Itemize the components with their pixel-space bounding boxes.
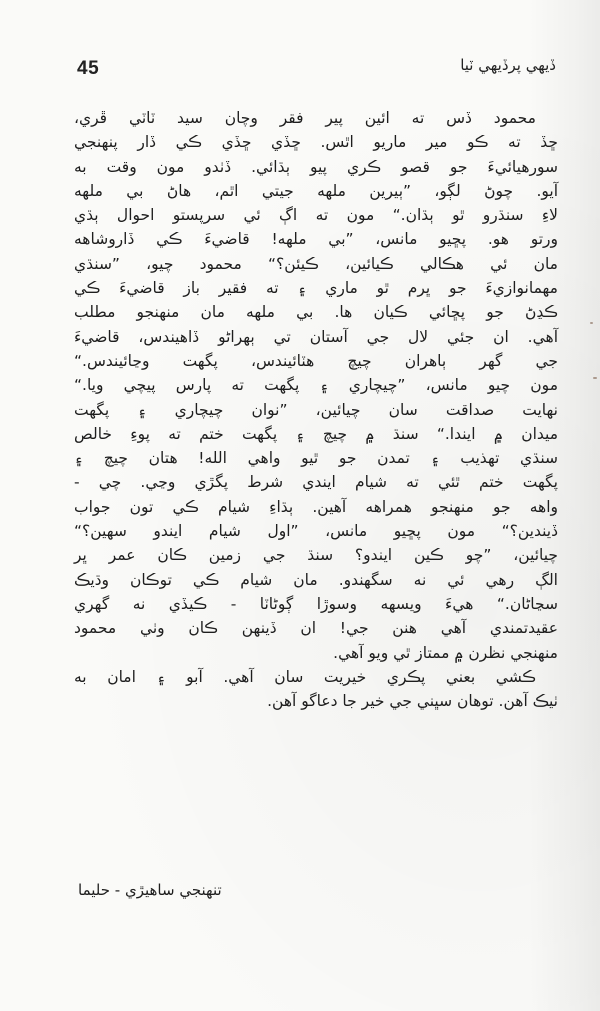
text-line: چيائين، ”چو ڪين ايندو؟ سنڌ جي زمين ڪان عمر ڀر — [74, 546, 558, 565]
text-line: ڏيندين؟“ مون پڇيو مانس، ”اول شيام ايندو سهين؟“ — [74, 522, 558, 541]
text-line: منهنجي نظرن ۾ ممتاز ٿي ويو آهي. — [333, 643, 558, 662]
text-line: آهي. ان جئي لال جي آستان تي ٻهراڻو ڏاهيندس، قاضيءَ — [74, 327, 558, 346]
letter-signature: تنهنجي ساهيڙي - حليما — [78, 881, 222, 899]
text-line: آيو. چوڻ لڳو، ”ٻيرين ملهه جيتي اٿم، هاڻ بي ملهه — [74, 181, 558, 200]
running-title: ڏيهي پرڏيهي ٽيا — [460, 56, 556, 74]
text-line: مان ئي هڪالي ڪيائين، ڪيئن؟“ محمود چيو، ”سنڌي — [74, 254, 558, 273]
paper-speck — [590, 322, 593, 324]
text-line: عقيدتمندي آهي هنن جي! ان ڏينهن ڪان وٺي محمود — [74, 619, 558, 638]
running-header — [77, 56, 556, 86]
text-line: لاءِ سنڌرو ٿو ٻڌان.“ مون ته اڳ ئي سرپستو احوال ٻڌي — [74, 206, 558, 225]
text-line: ڪشي بعني پڪري خيريت سان آهي. آبو ۽ امان به — [74, 667, 536, 686]
text-line: ٺيڪ آهن. توهان سڀني جي خير جا دعاگو آهن. — [267, 692, 558, 711]
text-line: پگهت ختم ٿئي ته شيام ايندي شرط پگڙي وڃي. چي - — [74, 473, 558, 492]
text-line: ڪڍڻ جو پڇائي ڪيان ها. بي ملهه مان منهنجو مطلب — [74, 303, 558, 322]
letter-body — [74, 106, 558, 713]
text-line: ورتو هو. پڇيو مانس، ”بي ملهه! قاضيءَ ڪي ڏاروشاهه — [74, 230, 558, 249]
text-line: سورهيائيءَ جو قصو ڪري پيو ٻڌائي. ڏٺدو مون وقت به — [74, 157, 558, 176]
text-line: جي گهر ٻاهران چيچ هٽائيندس، پگهت وڃائيندس.“ — [74, 351, 558, 370]
paper-speck — [593, 377, 597, 379]
text-line: محمود ڏس ته ائين پير فقر وچان سيد ٽاٽي ڦري، — [74, 109, 536, 127]
text-line: سڃاڻان.“ هيءَ ويسهه وسوڙا ڳوڻاٽا - ڪيڏي نه گهري — [74, 594, 558, 613]
text-line: مون چيو مانس، ”چيچاري ۽ پگهت ته پارس پيچي ويا.“ — [74, 376, 558, 395]
text-line: نهايت صداقت سان چيائين، ”نوان چيچاري ۽ پگهت — [74, 400, 558, 419]
text-line: ميدان ۾ ايندا.“ سنڌ ۾ چيچ ۽ پگهت ختم ته پوءِ خالص — [74, 424, 558, 443]
text-line: الڳ رهي ئي نه سگهندو. مان شيام ڪي توڪان وڌيڪ — [74, 570, 558, 589]
text-line: واهه جو منهنجو همراهه آهين. ٻڌاءِ شيام ڪي تون جواب — [74, 497, 558, 516]
page-number: 45 — [77, 58, 100, 79]
text-line: ڇڏ ته ڪو مير ماريو اٿس. ڇڏي ڇڏي ڪي ڏار پنهنجي — [74, 133, 558, 152]
text-line: سنڌي تهذيب ۽ تمدن جو ٿيو واهي الله! هتان چيچ ۽ — [74, 449, 558, 468]
text-line: مهمانوازيءَ جو ڀرم ٿو ماري ۽ ته فقير باز قاضيءَ ڪي — [74, 279, 558, 298]
